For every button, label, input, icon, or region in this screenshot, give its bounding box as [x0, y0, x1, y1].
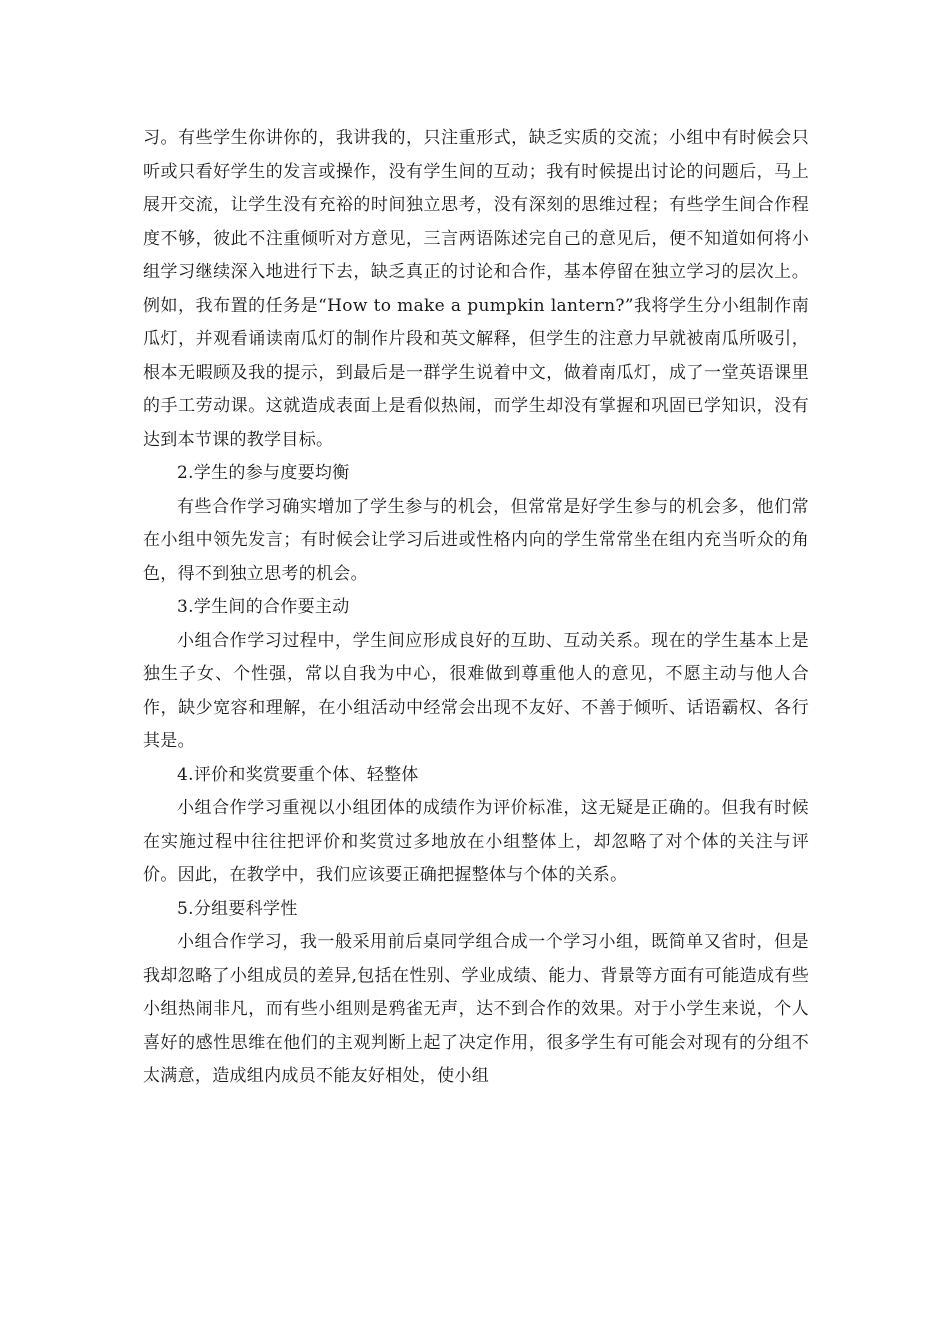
section-heading-4: 4.评价和奖赏要重个体、轻整体: [177, 764, 419, 785]
section-heading-3: 3.学生间的合作要主动: [177, 597, 350, 617]
paragraph-3: 小组合作学习过程中，学生间应形成良好的互助、互动关系。现在的学生基本上是独生子女、个性强，常以自我为中心，很难做到尊重他人的意见，不愿主动与他人合作，缺少宽容和理解，在小组活动中经常会出现不友好、不善于倾听、话语霸权、各行其是。: [143, 630, 809, 751]
paragraph-2: 有些合作学习确实增加了学生参与的机会，但常常是好学生参与的机会多，他们常在小组中领先发言；有时候会让学习后进或性格内向的学生常常坐在组内充当听众的角色，得不到独立思考的机会。: [143, 496, 809, 584]
section-heading-2: 2.学生的参与度要均衡: [177, 463, 350, 483]
paragraph-5: 小组合作学习，我一般采用前后桌同学组合成一个学习小组，既简单又省时，但是我却忽略了小组成员的差异,包括在性别、学业成绩、能力、背景等方面有可能造成有些小组热闹非凡，而有些小组则是鸦雀无声，达不到合作的效果。对于小学生来说，个人喜好的感性思维在他们的主观判断上起了决定作用，很多学生有可能会对现有的分组不太满意，造成组内成员不能友好相处，使小组: [143, 932, 809, 1086]
document-body: [143, 122, 809, 1094]
paragraph-4: 小组合作学习重视以小组团体的成绩作为评价标准，这无疑是正确的。但我有时候在实施过程中往往把评价和奖赏过多地放在小组整体上，却忽略了对个体的关注与评价。因此，在教学中，我们应该要正确把握整体与个体的关系。: [143, 798, 809, 885]
paragraph-continued: 习。有些学生你讲你的，我讲我的，只注重形式，缺乏实质的交流；小组中有时候会只听或只看好学生的发言或操作，没有学生间的互动；我有时候提出讨论的问题后，马上展开交流，让学生没有充裕的时间独立思考，没有深刻的思维过程；有些学生间合作程度不够，彼此不注重倾听对方意见，三言两语陈述完自己的意见后，便不知道如何将小组学习继续深入地进行下去，缺乏真正的讨论和合作，基本停留在独立学习的层次上。例如，我布置的任务是“How to make a pumpkin lantern?”我将学生分小组制作南瓜灯，并观看诵读南瓜灯的制作片段和英文解释，但学生的注意力早就被南瓜所吸引，根本无暇顾及我的提示，到最后是一群学生说着中文，做着南瓜灯，成了一堂英语课里的手工劳动课。这就造成表面上是看似热闹，而学生却没有掌握和巩固已学知识，没有达到本节课的教学目标。: [143, 128, 809, 450]
section-heading-5: 5.分组要科学性: [177, 898, 298, 919]
